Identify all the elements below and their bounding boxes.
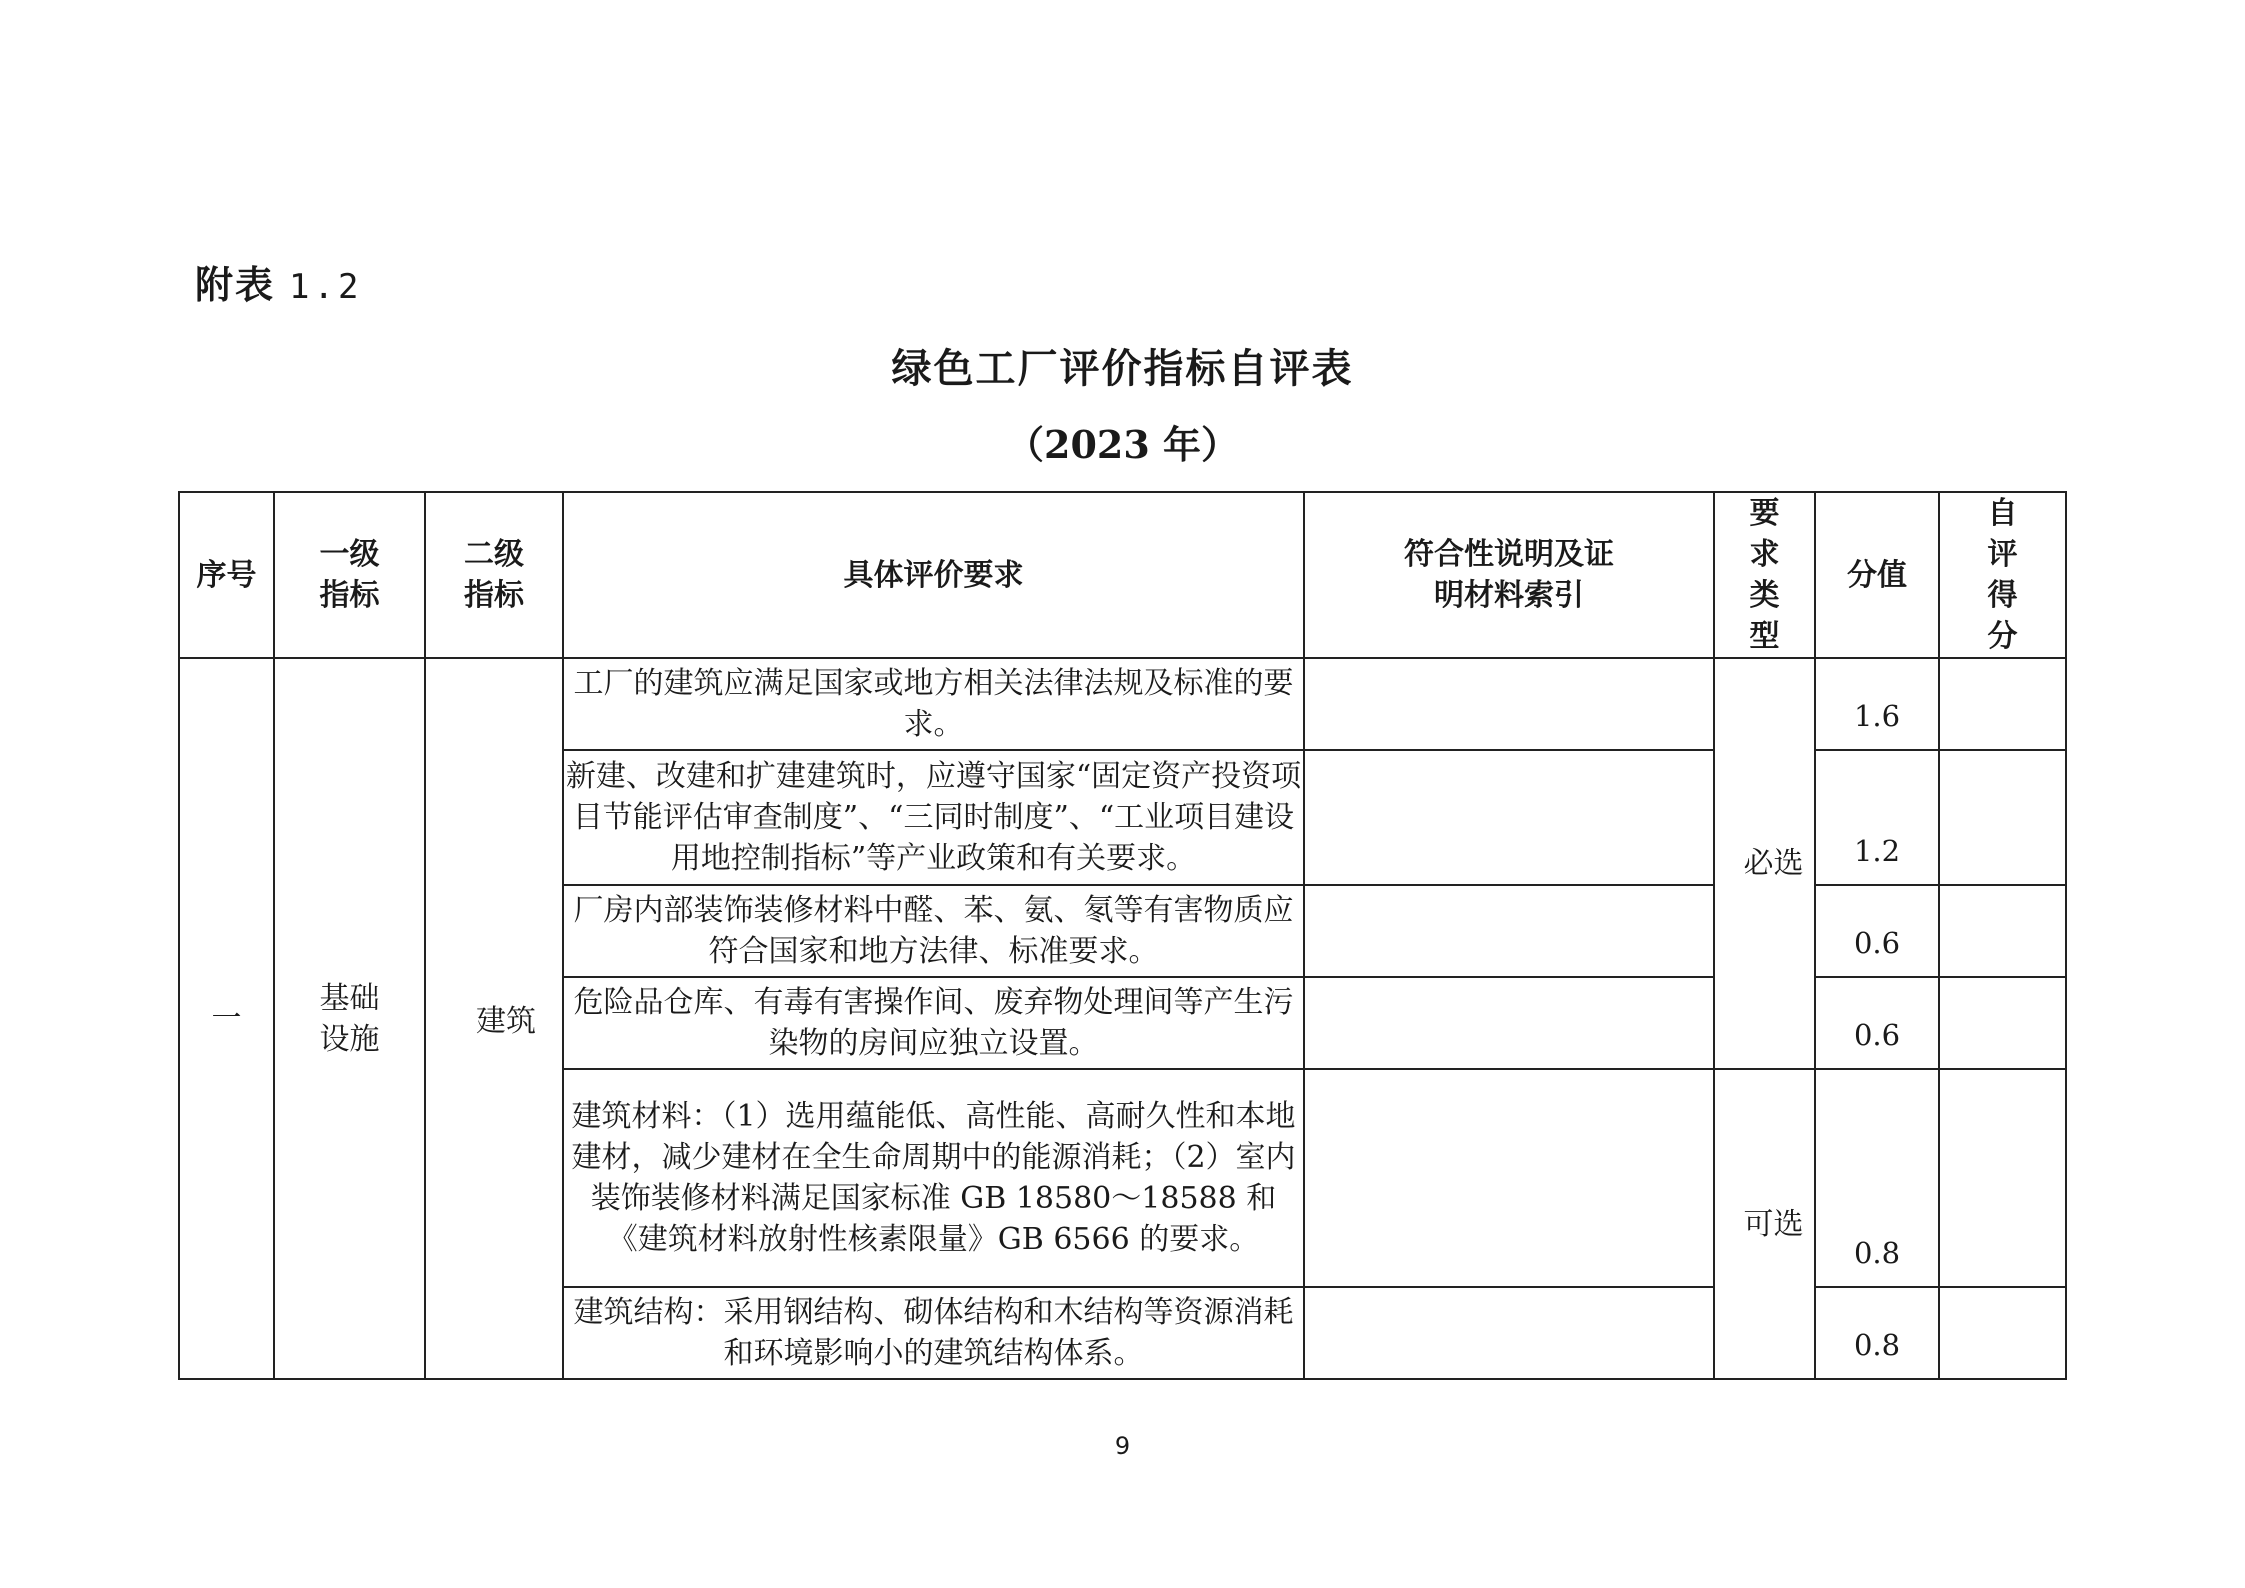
evaluation-table	[178, 491, 2067, 1380]
cell-requirement: 建筑材料：（1）选用蕴能低、高性能、高耐久性和本地建材，减少建材在全生命周期中的能源消耗；（2）室内装饰装修材料满足国家标准 GB 18580～18588 和《建筑材料放射性核素限量》GB 6566 的要求。	[563, 1069, 1304, 1287]
header-self-score: 自评得分	[1939, 492, 2066, 658]
document-subtitle: （2023 年）	[1006, 422, 1239, 467]
cell-seq: 一	[179, 658, 274, 1379]
cell-score: 1.6	[1815, 658, 1939, 750]
cell-requirement: 新建、改建和扩建建筑时，应遵守国家“固定资产投资项目节能评估审查制度”、“三同时制度”、“工业项目建设用地控制指标”等产业政策和有关要求。	[563, 750, 1304, 885]
cell-score: 1.2	[1815, 750, 1939, 885]
header-seq: 序号	[179, 492, 274, 658]
cell-compliance	[1304, 1287, 1714, 1379]
cell-requirement: 危险品仓库、有毒有害操作间、废弃物处理间等产生污染物的房间应独立设置。	[563, 977, 1304, 1069]
cell-level2: 建筑	[425, 658, 563, 1379]
cell-compliance	[1304, 977, 1714, 1069]
cell-self-score	[1939, 885, 2066, 977]
cell-score: 0.6	[1815, 885, 1939, 977]
table-row	[179, 658, 2066, 750]
cell-requirement: 建筑结构：采用钢结构、砌体结构和木结构等资源消耗和环境影响小的建筑结构体系。	[563, 1287, 1304, 1379]
cell-self-score	[1939, 1287, 2066, 1379]
document-title: 绿色工厂评价指标自评表	[891, 346, 1354, 392]
header-compliance: 符合性说明及证明材料索引	[1304, 492, 1714, 658]
header-req-type: 要求类型	[1714, 492, 1815, 658]
cell-req-type-mandatory: 必选	[1714, 658, 1815, 1069]
cell-requirement: 厂房内部装饰装修材料中醛、苯、氨、氡等有害物质应符合国家和地方法律、标准要求。	[563, 885, 1304, 977]
appendix-label-text: 附表	[195, 263, 276, 307]
cell-compliance	[1304, 885, 1714, 977]
cell-self-score	[1939, 658, 2066, 750]
cell-score: 0.8	[1815, 1069, 1939, 1287]
cell-score: 0.6	[1815, 977, 1939, 1069]
cell-compliance	[1304, 750, 1714, 885]
cell-self-score	[1939, 750, 2066, 885]
cell-req-type-optional: 可选	[1714, 1069, 1815, 1379]
cell-requirement: 工厂的建筑应满足国家或地方相关法律法规及标准的要求。	[563, 658, 1304, 750]
cell-self-score	[1939, 977, 2066, 1069]
header-score: 分值	[1815, 492, 1939, 658]
table-header-row	[179, 492, 2066, 658]
cell-compliance	[1304, 1069, 1714, 1287]
cell-level1: 基础设施	[274, 658, 425, 1379]
header-requirement: 具体评价要求	[563, 492, 1304, 658]
cell-self-score	[1939, 1069, 2066, 1287]
appendix-label	[195, 254, 362, 309]
cell-score: 0.8	[1815, 1287, 1939, 1379]
appendix-number: 1.2	[289, 267, 363, 307]
cell-compliance	[1304, 658, 1714, 750]
header-level1: 一级指标	[274, 492, 425, 658]
header-level2: 二级指标	[425, 492, 563, 658]
page-number: 9	[1114, 1432, 1131, 1460]
